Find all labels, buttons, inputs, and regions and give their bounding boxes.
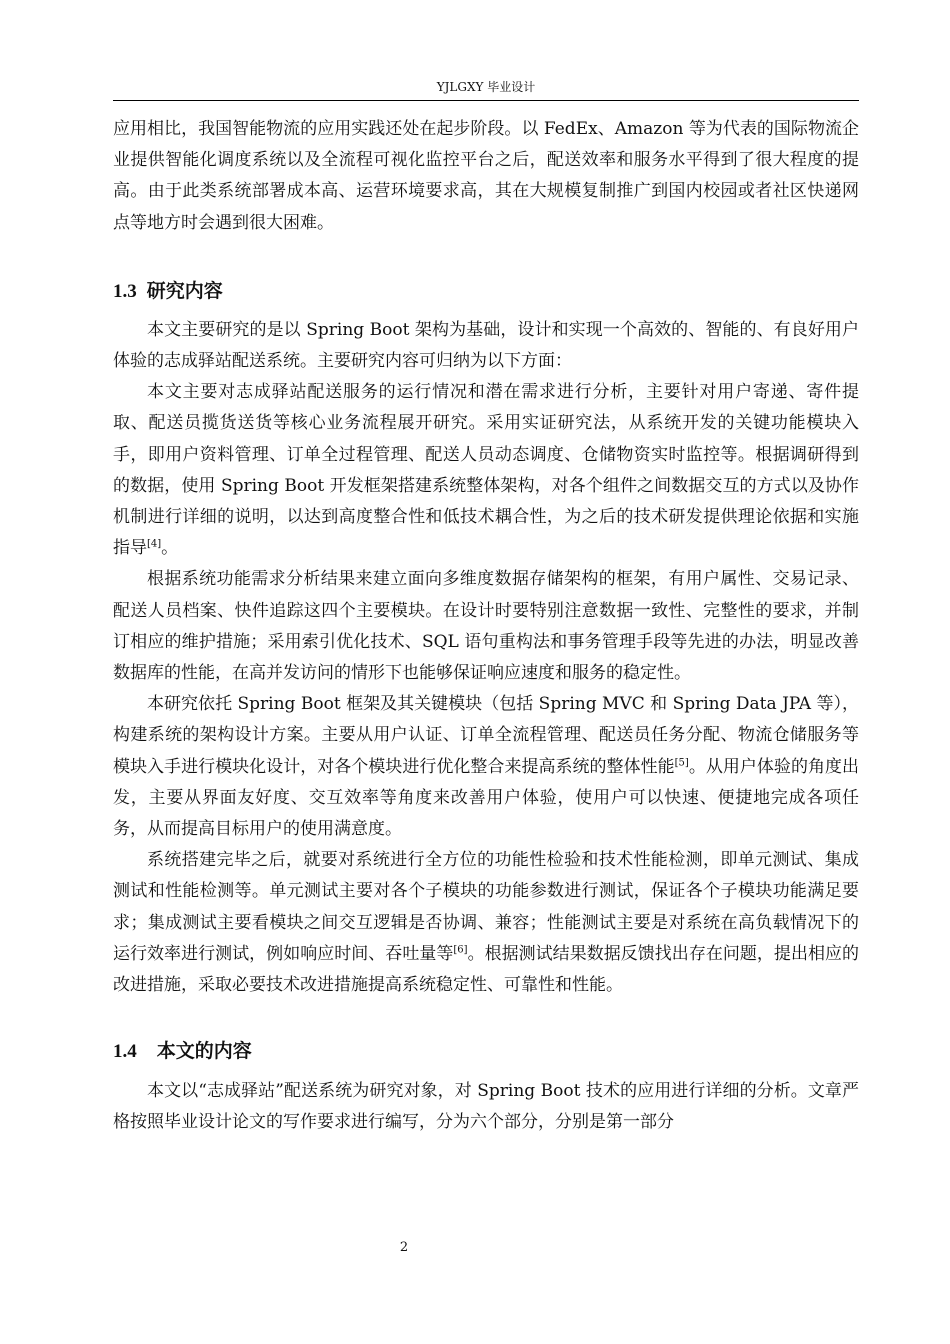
paragraph-text: 本文主要对志成驿站配送服务的运行情况和潜在需求进行分析，主要针对用户寄递、寄件提取、配送员揽货送货等核心业务流程展开研究。采用实证研究法，从系统开发的关键功能模块入手，即用户资料管理、订单全过程管理、配送人员动态调度、仓储物资实时监控等。根据调研得到的数据，使用 Spring Boot 开发框架搭建系统整体架构，对各个组件之间数据交互的方式以及协作机制进行详细的说明，以达到高度整合性和低技术耦合性，为之后的技术研发提供理论依据和实施指导 (113, 382, 859, 559)
citation-6: [6] (453, 944, 468, 956)
paragraph-data-architecture: 根据系统功能需求分析结果来建立面向多维度数据存储架构的框架，有用户属性、交易记录、配送人员档案、快件追踪这四个主要模块。在设计时要特别注意数据一致性、完整性的要求，并制订相应的维护措施；采用索引优化技术、SQL 语句重构法和事务管理手段等先进的办法，明显改善数据库的性能，在高并发访问的情形下也能够保证响应速度和服务的稳定性。 (113, 569, 859, 684)
paragraph-service-analysis (113, 377, 859, 564)
paragraph-text: 系统搭建完毕之后，就要对系统进行全方位的功能性检验和技术性能检测，即单元测试、集成测试和性能检测等。单元测试主要对各个子模块的功能参数进行测试，保证各个子模块功能满足要求；集成测试主要看模块之间交互逻辑是否协调、兼容；性能测试主要是对系统在高负载情况下的运行效率进行测试，例如响应时间、吞吐量等 (113, 850, 859, 964)
paragraph-text: 本研究依托 Spring Boot 框架及其关键模块（包括 Spring MVC 和 Spring Data JPA 等），构建系统的架构设计方案。主要从用户认证、订单全流程管理、配送员任务分配、物流仓储服务等模块入手进行模块化设计，对各个模块进行优化整合来提高系统的整体性能 (113, 694, 859, 777)
document-body (113, 114, 859, 1139)
section-number: 1.4 (113, 1041, 137, 1063)
paragraph-intro-continued: 应用相比，我国智能物流的应用实践还处在起步阶段。以 FedEx、Amazon 等为代表的国际物流企业提供智能化调度系统以及全流程可视化监控平台之后，配送效率和服务水平得到了很大程度的提高。由于此类系统部署成本高、运营环境要求高，其在大规模复制推广到国内校园或者社区快递网点等地方时会遇到很大困难。 (113, 119, 859, 233)
page-header (113, 78, 859, 101)
header-title: YJLGXY 毕业设计 (436, 80, 536, 94)
paragraph-testing (113, 845, 859, 1001)
paragraph-text-end: 。根据测试结果数据反馈找出存在问题，提出相应的改进措施，采取必要技术改进措施提高系统稳定性、可靠性和性能。 (113, 943, 860, 996)
section-number: 1.3 (113, 280, 137, 302)
section-title: 本文的内容 (156, 1041, 252, 1063)
citation-5: [5] (674, 757, 689, 768)
paragraph-thesis-structure: 本文以“志成驿站”配送系统为研究对象，对 Spring Boot 技术的应用进行详细的分析。文章严格按照毕业设计论文的写作要求进行编写，分为六个部分，分别是第一部分 (113, 1081, 859, 1133)
paragraph-text-end: 。从用户体验的角度出发，主要从界面友好度、交互效率等角度来改善用户体验，使用户可以快速、便捷地完成各项任务，从而提高目标用户的使用满意度。 (113, 756, 860, 840)
paragraph-text-end: 。 (161, 538, 179, 559)
citation-4: [4] (147, 538, 162, 550)
section-title: 研究内容 (146, 280, 223, 302)
paragraph-research-overview: 本文主要研究的是以 Spring Boot 架构为基础，设计和实现一个高效的、智能的、有良好用户体验的志成驿站配送系统。主要研究内容可归纳为以下方面： (113, 319, 859, 372)
section-heading-1-3 (113, 276, 859, 308)
page-number: 2 (399, 1240, 409, 1255)
paragraph-framework-design (113, 689, 859, 845)
section-heading-1-4 (113, 1036, 859, 1068)
